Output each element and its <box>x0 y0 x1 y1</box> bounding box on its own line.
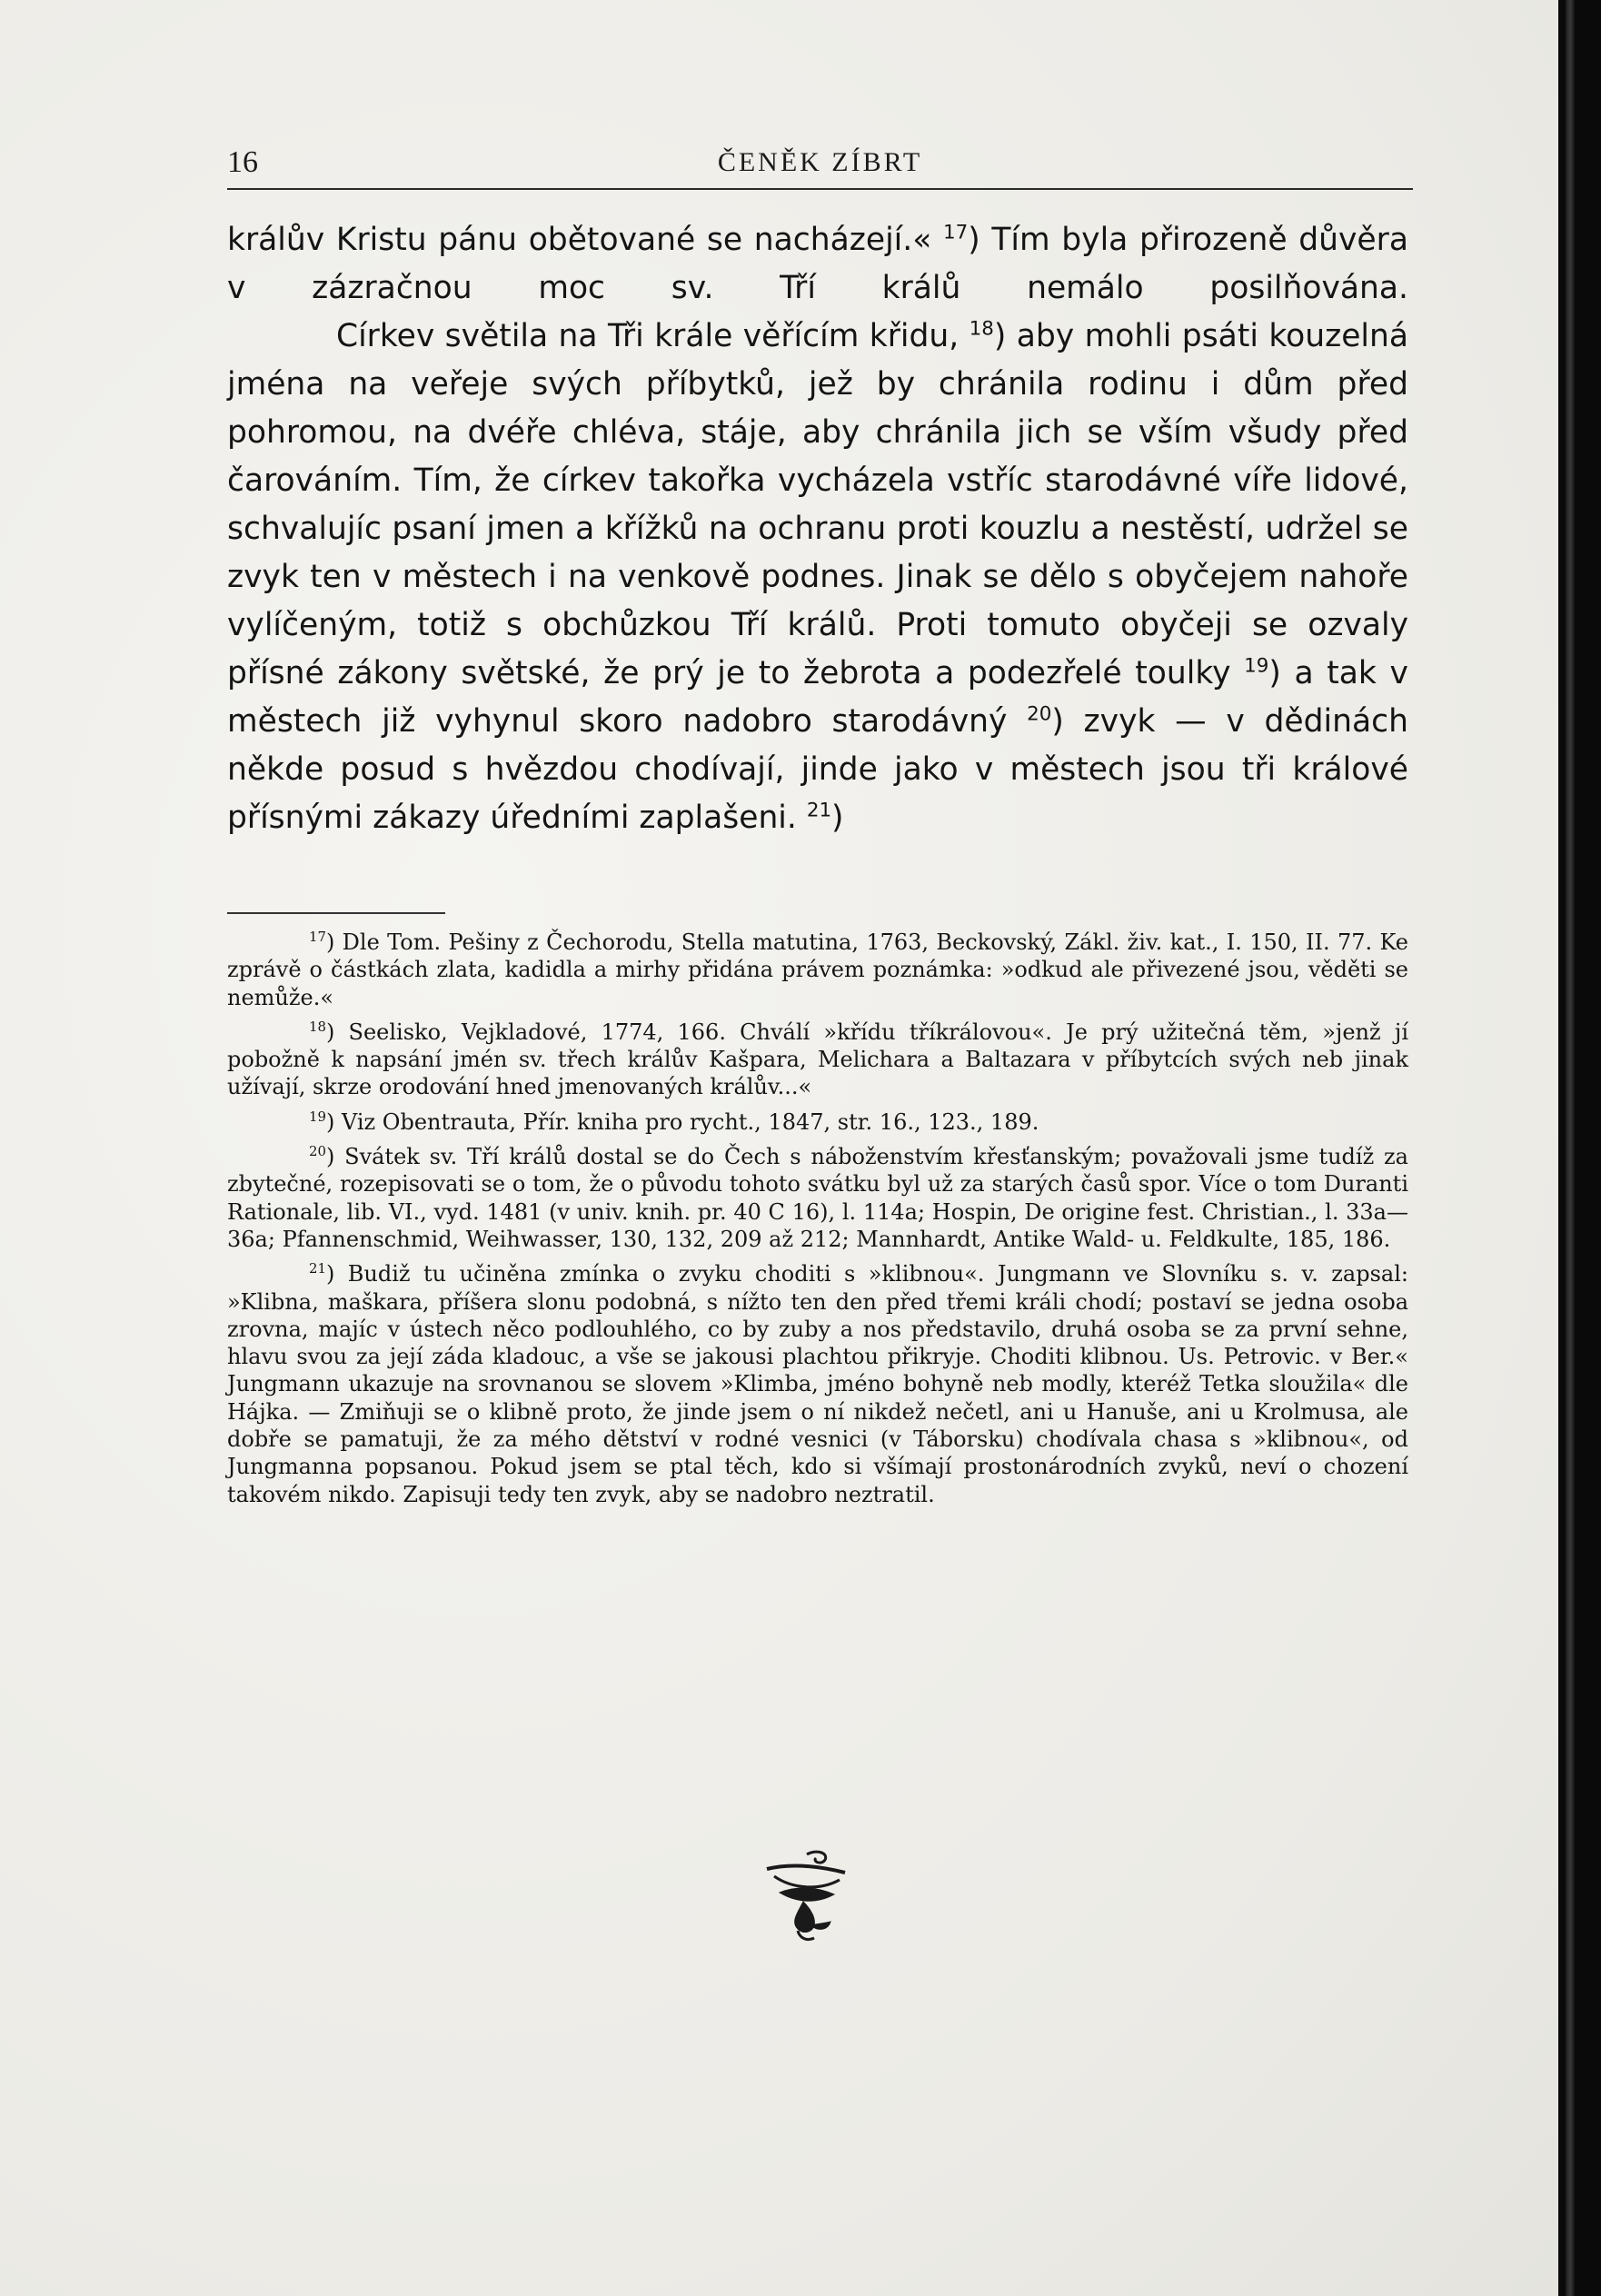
footnote <box>227 1019 1408 1101</box>
footnote-number: 18 <box>309 1018 326 1035</box>
page-number: 16 <box>227 145 258 179</box>
footnote-number: 19 <box>309 1108 326 1125</box>
text-run: ) <box>831 800 844 836</box>
header-rule <box>227 188 1413 190</box>
text-run: ) Tím byla přirozeně důvěra v zázračnou moc sv. Tří králů nemálo posilňována. <box>227 222 1408 306</box>
footnotes <box>227 929 1408 1516</box>
text-run: Církev světila na Tři krále věřícím křidu, <box>336 318 970 354</box>
page-header <box>227 136 1413 191</box>
floral-vignette-icon <box>761 1849 852 1944</box>
footnote-ref: 20 <box>1027 702 1052 726</box>
footnote <box>227 1260 1408 1508</box>
text-run: ) a tak v městech již vyhynul skoro nadobro starodávný <box>227 655 1408 740</box>
paragraph <box>227 313 1408 842</box>
text-run: ) zvyk — v dědinách někde posud s hvězdou chodívají, jinde jako v městech jsou tři králové přísnými zákazy úředními zaplašeni. <box>227 703 1408 836</box>
footnote-text: ) Viz Obentrauta, Přír. kniha pro rycht., 1847, str. 16., 123., 189. <box>325 1108 1039 1135</box>
footnote-text: ) Budiž tu učiněna zmínka o zvyku choditi s »klibnou«. Jungmann ve Slovníku s. v. zapsal: »Klibna, maškara, příšera slonu podobná, s nížto ten den před třemi králi chodí; postaví se jedna osoba zrovna, majíc v ústech něco podlouhlého, co by zuby a nos představilo, druhá osoba se za první sehne, hlavu svou za její záda kladouc, a vše se jakousi plachtou přikryje. Choditi klibnou. Us. Petrovic. v Ber.« Jungmann ukazuje na srovnanou se slovem »Klimba, jméno bohyně neb modly, kteréž Tetka sloužila« dle Hájka. — Zmiňuji se o klibně proto, že jinde jsem o ní nikdež nečetl, ani u Hanuše, ani u Krolmusa, ale dobře se pamatuji, že za mého dětství v rodné vesnici (v Táborsku) chodívala chasa s »klibnou«, od Jungmanna popsanou. Pokud jsem se ptal těch, kdo si všímají prostonárodních zvyků, neví o chození takovém nikdo. Zapisuji tedy ten zvyk, aby se nadobro neztratil. <box>227 1261 1408 1507</box>
footnote <box>227 929 1408 1011</box>
footnote-ref: 17 <box>942 221 969 244</box>
running-title: ČENĚK ZÍBRT <box>717 147 923 177</box>
footnote-number: 21 <box>309 1260 326 1277</box>
footnote-ref: 18 <box>969 317 994 341</box>
footnote <box>227 1108 1408 1136</box>
text-run: ) aby mohli psáti kouzelná jména na veřeje svých příbytků, jež by chránila rodinu i dům před pohromou, na dvéře chléva, stáje, aby chránila jich se vším všudy před čarováním. Tím, že církev takořka vycházela vstříc starodávné víře lidové, schvalujíc psaní jmen a křížků na ochranu proti kouzlu a nestěstí, udržel se zvyk ten v městech i na venkově podnes. Jinak se dělo s obyčejem nahoře vylíčeným, totiž s obchůzkou Tří králů. Proti tomuto obyčeji se ozvaly přísné zákony světské, že prý je to žebrota a podezřelé toulky <box>227 318 1409 691</box>
footnote-number: 20 <box>309 1143 326 1160</box>
footnote-text: ) Seelisko, Vejkladové, 1774, 166. Chválí »křídu tříkrálovou«. Je prý užitečná těm, »jenž jí pobožně k napsání jmén sv. třech králův Kašpara, Melichara a Baltazara v příbytcích svých neb jinak užívají, skrze orodování hned jmenovaných králův...« <box>227 1019 1408 1100</box>
body-text <box>227 216 1408 842</box>
scan-edge <box>1558 0 1601 2296</box>
text-run: králův Kristu pánu obětované se nacházejí.« <box>227 222 943 258</box>
paragraph <box>227 216 1408 313</box>
footnote <box>227 1143 1408 1253</box>
footnote-ref: 19 <box>1244 654 1269 678</box>
footnote-rule <box>227 912 445 914</box>
footnote-ref: 21 <box>806 799 832 822</box>
floral-vignette-icon <box>761 1849 852 1944</box>
scan-edge-strip <box>1566 0 1575 2296</box>
footnote-text: ) Svátek sv. Tří králů dostal se do Čech s náboženstvím křesťanským; považovali jsme tudíž za zbytečné, rozepisovati se o tom, že o původu tohoto svátku byl už za starých časů spor. Více o tom Duranti Rationale, lib. VI., vyd. 1481 (v univ. knih. pr. 40 C 16), l. 114a; Hospin, De origine fest. Christian., l. 33a—36a; Pfannenschmid, Weihwasser, 130, 132, 209 až 212; Mannhardt, Antike Wald- u. Feldkulte, 185, 186. <box>227 1144 1408 1252</box>
footnote-text: ) Dle Tom. Pešiny z Čechorodu, Stella matutina, 1763, Beckovský, Zákl. živ. kat., I. 150, II. 77. Ke zprávě o částkách zlata, kadidla a mirhy přidána právem poznámka: »odkud ale přivezené jsou, věděti se nemůže.« <box>227 929 1408 1010</box>
footnote-number: 17 <box>309 929 326 945</box>
